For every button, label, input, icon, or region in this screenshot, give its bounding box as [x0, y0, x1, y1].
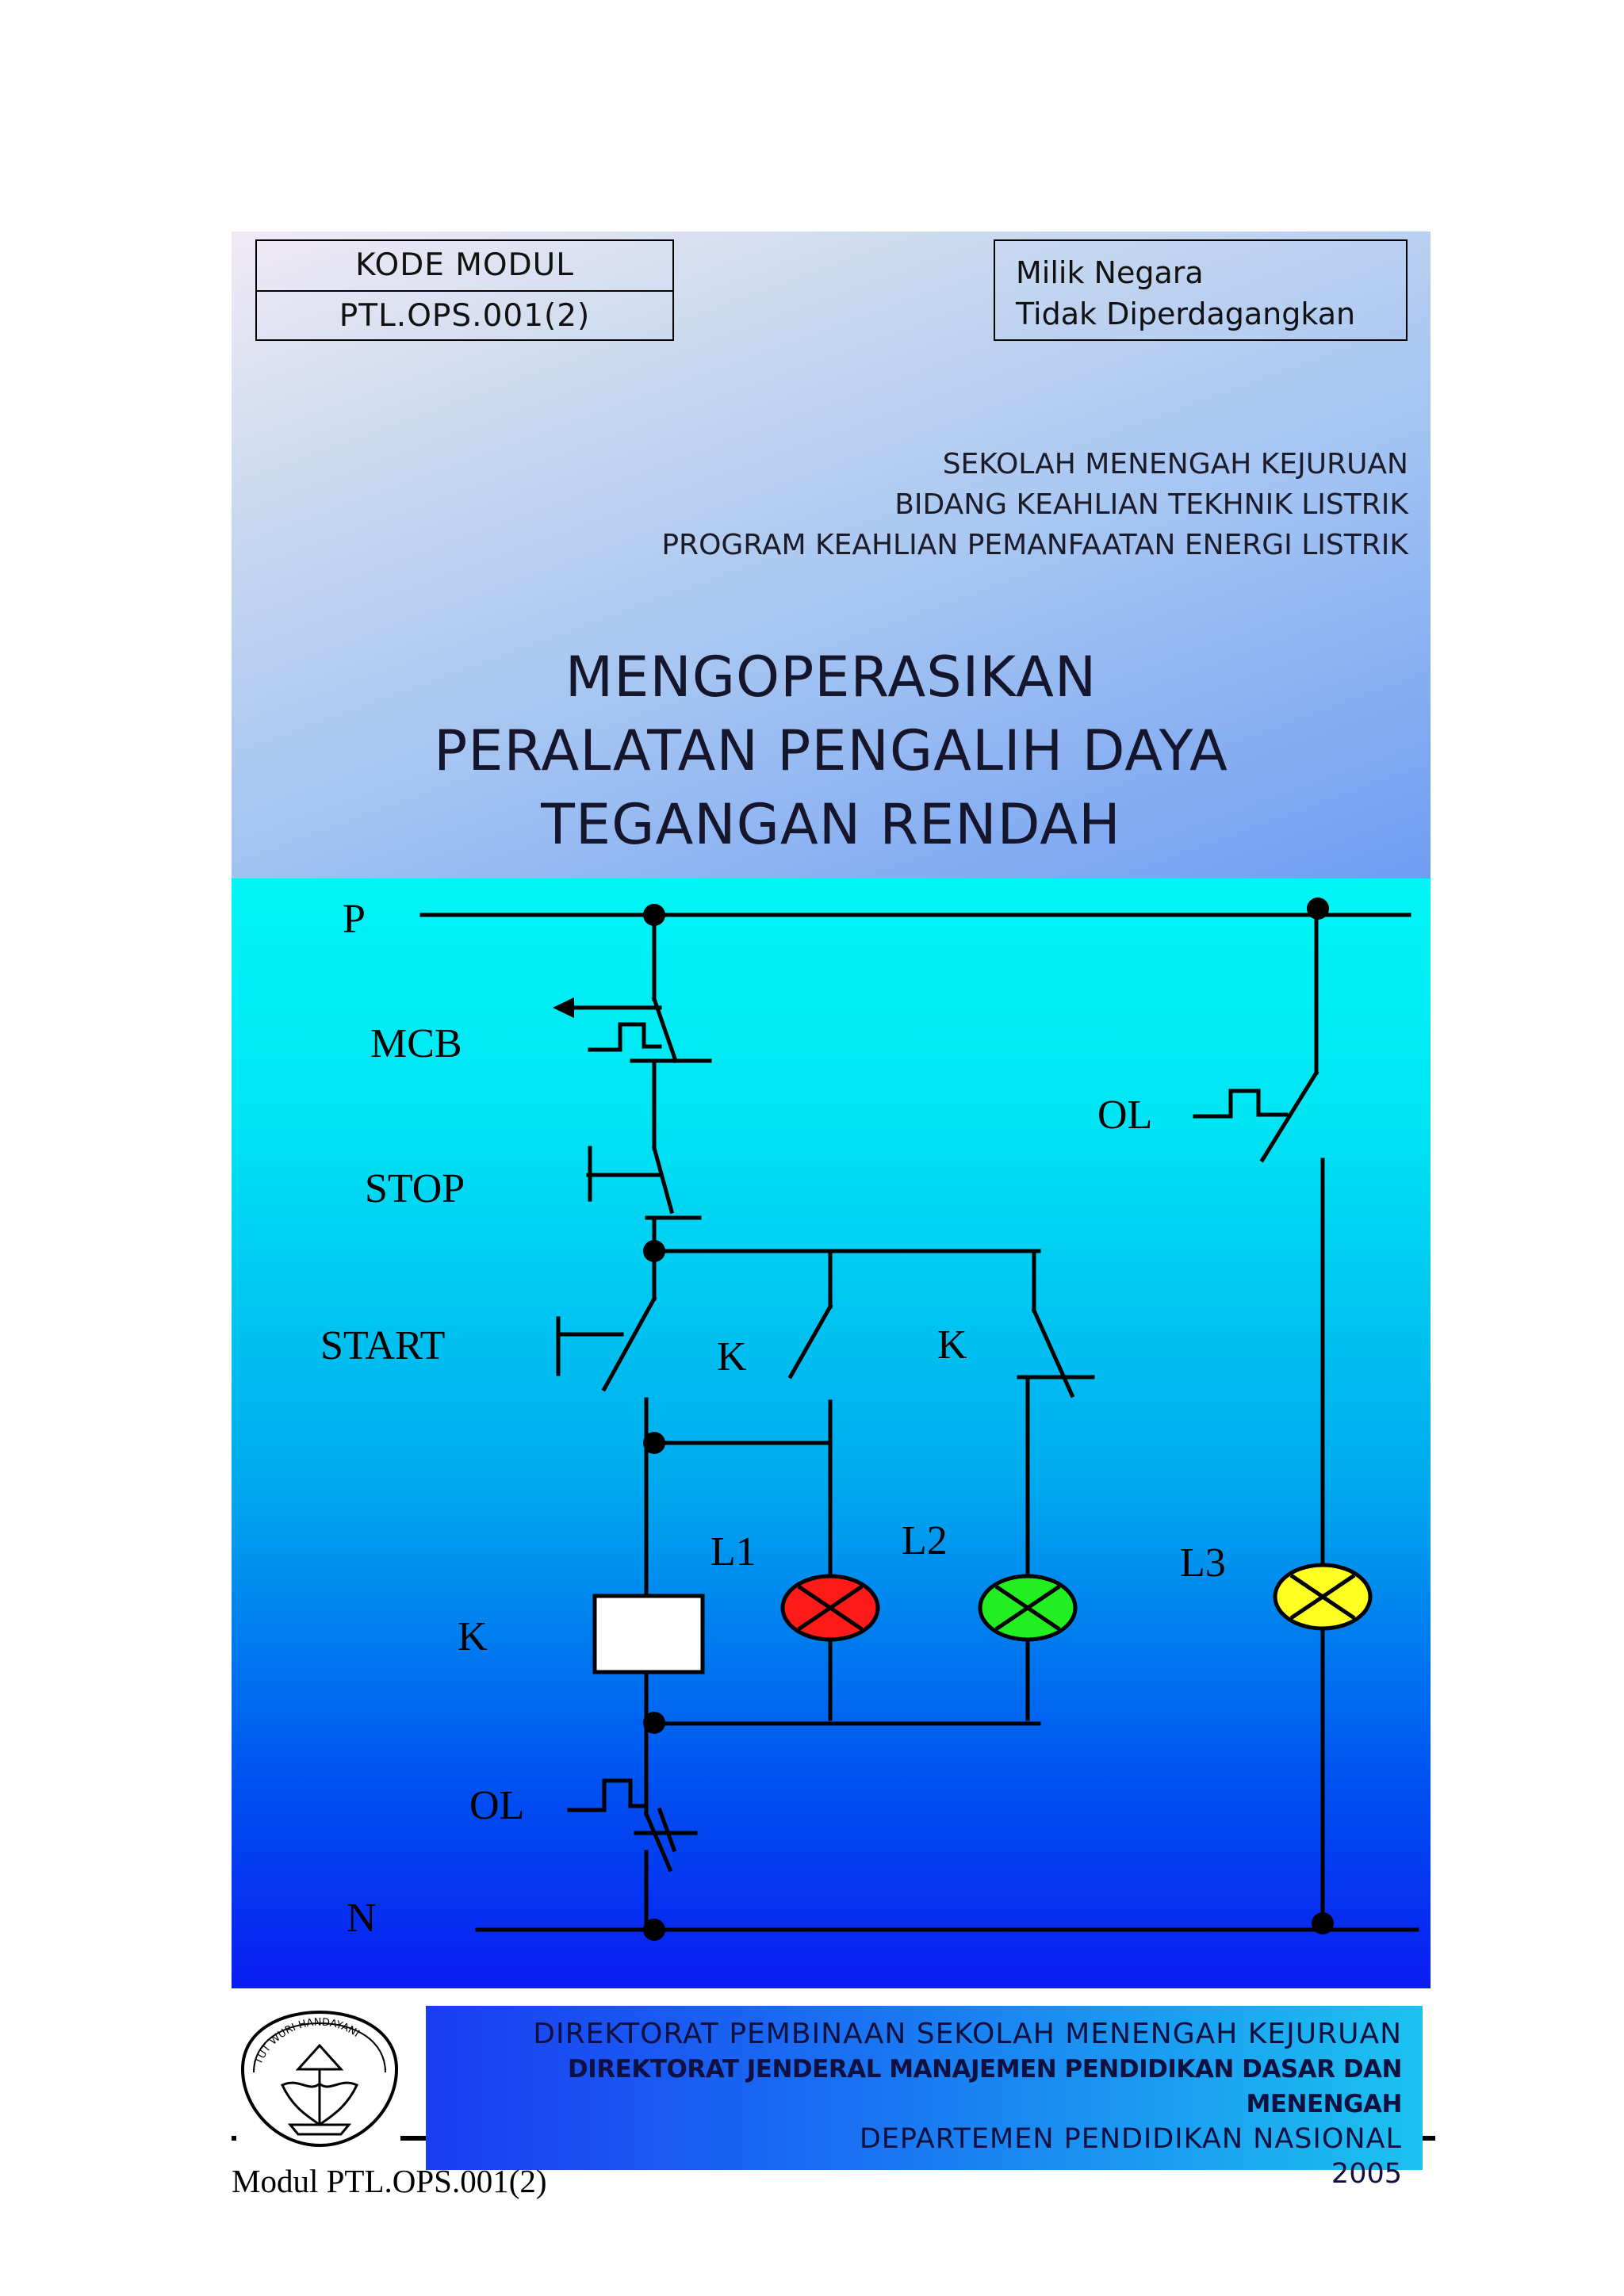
footer-module-label: Modul PTL.OPS.001(2) [232, 2163, 547, 2199]
module-title [232, 641, 1431, 862]
footer-dash-mid [400, 2136, 426, 2141]
lamp-l3-symbol [1275, 1565, 1370, 1628]
label-p: P [343, 897, 366, 942]
module-code-value: PTL.OPS.001(2) [257, 290, 672, 341]
directorate-year: 2005 [1331, 2158, 1402, 2190]
footer-dash-right [1423, 2136, 1435, 2141]
k-nc-contact-symbol [1019, 1251, 1093, 1719]
directorate-line-1: DIREKTORAT PEMBINAAN SEKOLAH MENENGAH KEJURUAN [533, 2018, 1402, 2050]
start-button-symbol [558, 1251, 654, 1433]
ol-right-contact-symbol [1195, 1073, 1316, 1160]
k-no-contact-symbol [791, 1251, 830, 1440]
title-line-3: TEGANGAN RENDAH [541, 792, 1121, 857]
label-k-coil: K [458, 1614, 488, 1659]
label-ol-left: OL [469, 1783, 525, 1828]
ownership-line-2: Tidak Diperdagangkan [1016, 297, 1356, 331]
label-l2: L2 [902, 1518, 948, 1563]
ownership-line-1: Milik Negara [1016, 255, 1204, 290]
label-start: START [320, 1323, 446, 1368]
label-mcb: MCB [370, 1021, 462, 1066]
directorate-line-2: DIREKTORAT JENDERAL MANAJEMEN PENDIDIKAN DASAR DAN MENENGAH [568, 2055, 1402, 2118]
tut-wuri-handayani-logo [235, 2006, 404, 2152]
directorate-box [426, 2006, 1423, 2190]
k-coil-symbol [595, 1596, 703, 1672]
logo-motto: TUT WURI HANDAYANI [252, 2016, 362, 2067]
module-code-label: KODE MODUL [355, 247, 574, 283]
label-n: N [347, 1896, 377, 1941]
label-l1: L1 [710, 1529, 756, 1575]
lamp-l1-symbol [783, 1576, 878, 1640]
directorate-line-3: DEPARTEMEN PENDIDIKAN NASIONAL [859, 2123, 1402, 2155]
circuit-diagram [232, 878, 1431, 1988]
lamp-l2-symbol [980, 1576, 1075, 1640]
mcb-switch-symbol [560, 999, 710, 1148]
label-stop: STOP [365, 1166, 465, 1211]
school-line-2: BIDANG KEAHLIAN TEKHNIK LISTRIK [894, 488, 1408, 521]
ol-bottom-contact-symbol [569, 1781, 695, 1930]
title-line-2: PERALATAN PENGALIH DAYA [434, 718, 1228, 783]
stop-button-symbol [588, 1148, 699, 1251]
module-code-box [255, 239, 674, 341]
label-k-contact-1: K [717, 1334, 747, 1380]
title-line-1: MENGOPERASIKAN [565, 645, 1097, 710]
footer-dash-left [232, 2136, 236, 2141]
label-k-contact-2: K [937, 1322, 967, 1368]
ownership-box [994, 239, 1408, 341]
label-ol-right: OL [1097, 1093, 1153, 1138]
school-info [661, 444, 1408, 565]
school-line-1: SEKOLAH MENENGAH KEJURUAN [942, 448, 1408, 480]
school-line-3: PROGRAM KEAHLIAN PEMANFAATAN ENERGI LISTRIK [661, 529, 1408, 561]
label-l3: L3 [1180, 1540, 1226, 1586]
